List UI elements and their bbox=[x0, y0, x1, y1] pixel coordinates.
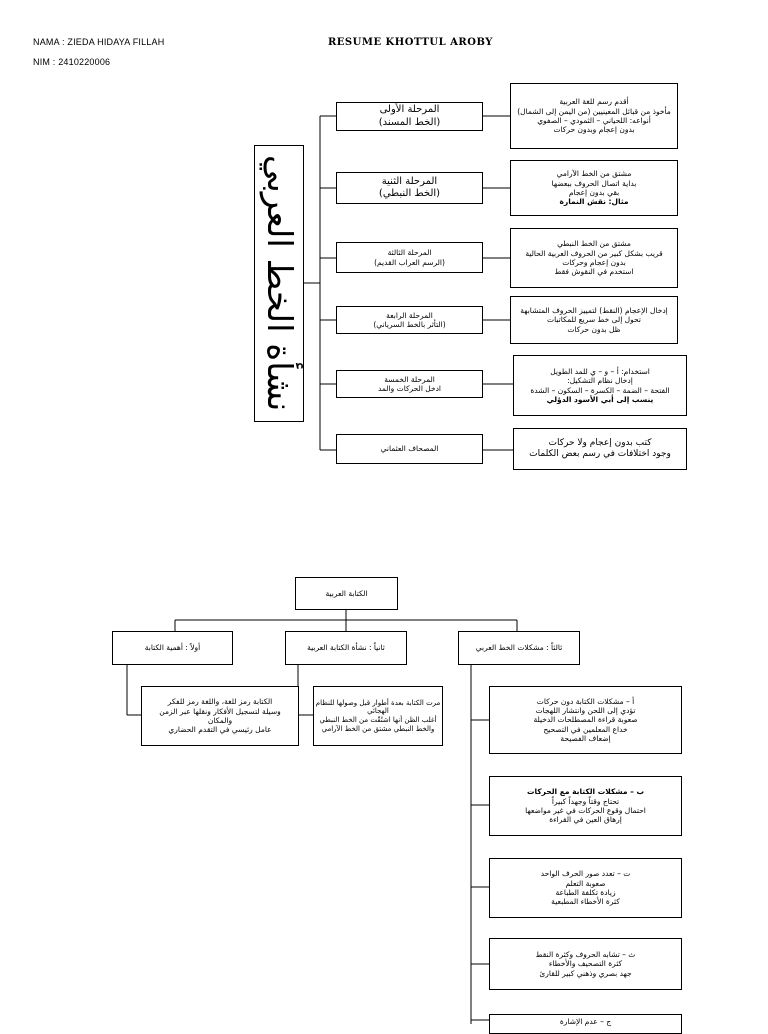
diagram1-root bbox=[254, 145, 304, 422]
stage-label-line: ادخل الحركات والمد bbox=[377, 384, 442, 393]
detail-line: بدون إعجام وبدون حركات bbox=[553, 125, 635, 135]
stage-box-6 bbox=[336, 434, 483, 464]
detail-line: عامل رئيسي في التقدم الحضاري bbox=[168, 725, 272, 735]
detail-line: مرت الكتابة بعدة أطوار قبل وصولها للنظام bbox=[315, 698, 441, 707]
student-nim: NIM : 2410220006 bbox=[33, 57, 111, 67]
detail-line: خداع المعلمين في التصحيح bbox=[543, 724, 628, 734]
detail-line: ج – عدم الإشارة bbox=[559, 1017, 612, 1026]
stage-label-line: المصحاف العثماني bbox=[380, 444, 439, 454]
stage-box-1 bbox=[336, 102, 483, 131]
problem-box-3 bbox=[489, 858, 682, 918]
detail-line: أ – مشكلات الكتابة دون حركات bbox=[536, 696, 635, 706]
detail-line: صعوبة قراءة المصطلحات الدخيلة bbox=[533, 715, 638, 725]
stage-label-line: المرحلة الثنية bbox=[381, 175, 438, 187]
stage-detail-5 bbox=[513, 355, 687, 416]
branch-label: ثانياً : نشأة الكتابة العربية bbox=[307, 643, 385, 653]
detail-line: مشتق من الخط الآرامي bbox=[556, 169, 632, 179]
branch-box-3 bbox=[458, 631, 580, 665]
page-title: RESUME KHOTTUL AROBY bbox=[328, 37, 493, 48]
detail-line: الفتحة – الضمة – الكسرة – السكون – الشدة bbox=[530, 385, 670, 395]
detail-line: أغلب الظن أنها اشتُقّت من الخط النبطي bbox=[319, 716, 437, 724]
detail-line: الهجائي bbox=[367, 707, 389, 716]
diagram1-root-label: نشأة الخط العربي bbox=[259, 155, 299, 412]
diagram2-root bbox=[295, 577, 398, 610]
stage-label-line: (الرسم العراب القديم) bbox=[374, 257, 445, 267]
detail-line: استخدم في النقوش فقط bbox=[554, 267, 634, 277]
detail-line: بقي بدون إعجام bbox=[568, 188, 620, 197]
detail-line: كثرة الأخطاء المطبعية bbox=[551, 897, 620, 907]
detail-line: بدون إعجام وحركات bbox=[562, 258, 626, 267]
detail-line: الكتابة رمز للغة، واللغة رمز للفكر bbox=[167, 697, 273, 707]
detail-line: ينسب إلى أبي الأسود الدؤلي bbox=[546, 394, 654, 404]
branch-box-1 bbox=[112, 631, 233, 665]
stage-detail-6 bbox=[513, 428, 687, 470]
detail-line: ظل بدون حركات bbox=[567, 324, 621, 334]
detail-line: تحتاج وقتاً وجهداً كبيراً bbox=[551, 796, 620, 806]
detail-line: جهد بصري وذهني كبير للقارئ bbox=[539, 968, 632, 978]
detail-line: صعوبة التعلم bbox=[565, 878, 606, 888]
branch-detail-1 bbox=[141, 686, 299, 746]
detail-line: إرهاق العين في القراءة bbox=[549, 815, 622, 825]
detail-line: مشتق من الخط النبطي bbox=[557, 239, 631, 249]
detail-line: قريب بشكل كبير من الحروف العربية الحالية bbox=[525, 248, 663, 258]
detail-line: وجود اختلافات في رسم بعض الكلمات bbox=[529, 449, 671, 459]
stage-box-3 bbox=[336, 242, 483, 273]
stage-detail-3 bbox=[510, 228, 678, 288]
stage-label-line: (الخط النبطي) bbox=[378, 188, 441, 199]
detail-line: وسيلة لتسجيل الأفكار ونقلها عبر الزمن bbox=[159, 706, 281, 716]
stage-detail-1 bbox=[510, 83, 678, 149]
stage-box-2 bbox=[336, 172, 483, 204]
problem-box-2 bbox=[489, 776, 682, 836]
student-name: NAMA : ZIEDA HIDAYA FILLAH bbox=[33, 37, 165, 47]
problem-box-4 bbox=[489, 938, 682, 990]
detail-line: تحول إلى خط سريع للمكاتبات bbox=[547, 315, 641, 325]
detail-line: مثال: نقش النمارة bbox=[559, 197, 629, 207]
detail-line: كتب بدون إعجام ولا حركات bbox=[548, 437, 652, 448]
detail-line: تؤدي إلى اللحن وانتشار اللهجات bbox=[535, 705, 636, 715]
branch-label: أولاً : أهمية الكتابة bbox=[144, 643, 201, 653]
stage-label-line: (التأثر بالخط السرياني) bbox=[373, 320, 446, 329]
stage-detail-2 bbox=[510, 160, 678, 216]
detail-line: مأخوذ من قبائل المعينيين (من اليمن إلى الشمال) bbox=[517, 106, 671, 116]
detail-line: بداية اتصال الحروف ببعضها bbox=[551, 178, 637, 188]
stage-label-line: المرحلة الرابعة bbox=[386, 310, 433, 320]
detail-line: والخط النبطي مشتق من الخط الآرامي bbox=[321, 724, 435, 733]
problem-box-1 bbox=[489, 686, 682, 754]
stage-detail-4 bbox=[510, 296, 678, 344]
detail-line: إدخال الإعجام (النقط) لتمييز الحروف المتشابهة bbox=[520, 305, 668, 315]
stage-label-line: المرحلة الأولى bbox=[379, 104, 440, 115]
stage-box-4 bbox=[336, 306, 483, 334]
detail-line: والمكان bbox=[207, 716, 233, 725]
detail-line: استخدام: أ – و – ي للمد الطويل bbox=[550, 366, 650, 376]
detail-line: إدخال نظام التشكيل: bbox=[567, 376, 633, 386]
problem-box-5 bbox=[489, 1014, 682, 1034]
branch-box-2 bbox=[285, 631, 407, 665]
detail-line: احتمال وقوع الحركات في غير مواضعها bbox=[525, 806, 646, 815]
detail-line: أقدم رسم للغة العربية bbox=[559, 97, 629, 107]
stage-label-line: المرحلة الثالثة bbox=[387, 248, 432, 258]
detail-line: زيادة تكلفة الطباعة bbox=[555, 888, 616, 897]
diagram2-root-label: الكتابة العربية bbox=[325, 588, 368, 598]
detail-line: ت – تعدد صور الحرف الواحد bbox=[540, 869, 631, 879]
stage-label-line: (الخط المسند) bbox=[378, 116, 441, 128]
detail-line: كثرة التصحيف والأخطاء bbox=[548, 959, 623, 969]
detail-line: ب – مشكلات الكتابة مع الحركات bbox=[526, 787, 645, 797]
detail-line: أنواعه: اللحياني – الثمودي – الصفوي bbox=[537, 116, 651, 125]
branch-detail-2 bbox=[313, 686, 443, 746]
branch-label: ثالثاً : مشكلات الخط العربي bbox=[475, 643, 563, 653]
stage-label-line: المرحلة الخمسة bbox=[384, 374, 435, 384]
detail-line: إضعاف الفصيحة bbox=[560, 734, 611, 744]
stage-box-5 bbox=[336, 370, 483, 398]
detail-line: ث – تشابه الحروف وكثرة النقط bbox=[535, 949, 636, 959]
